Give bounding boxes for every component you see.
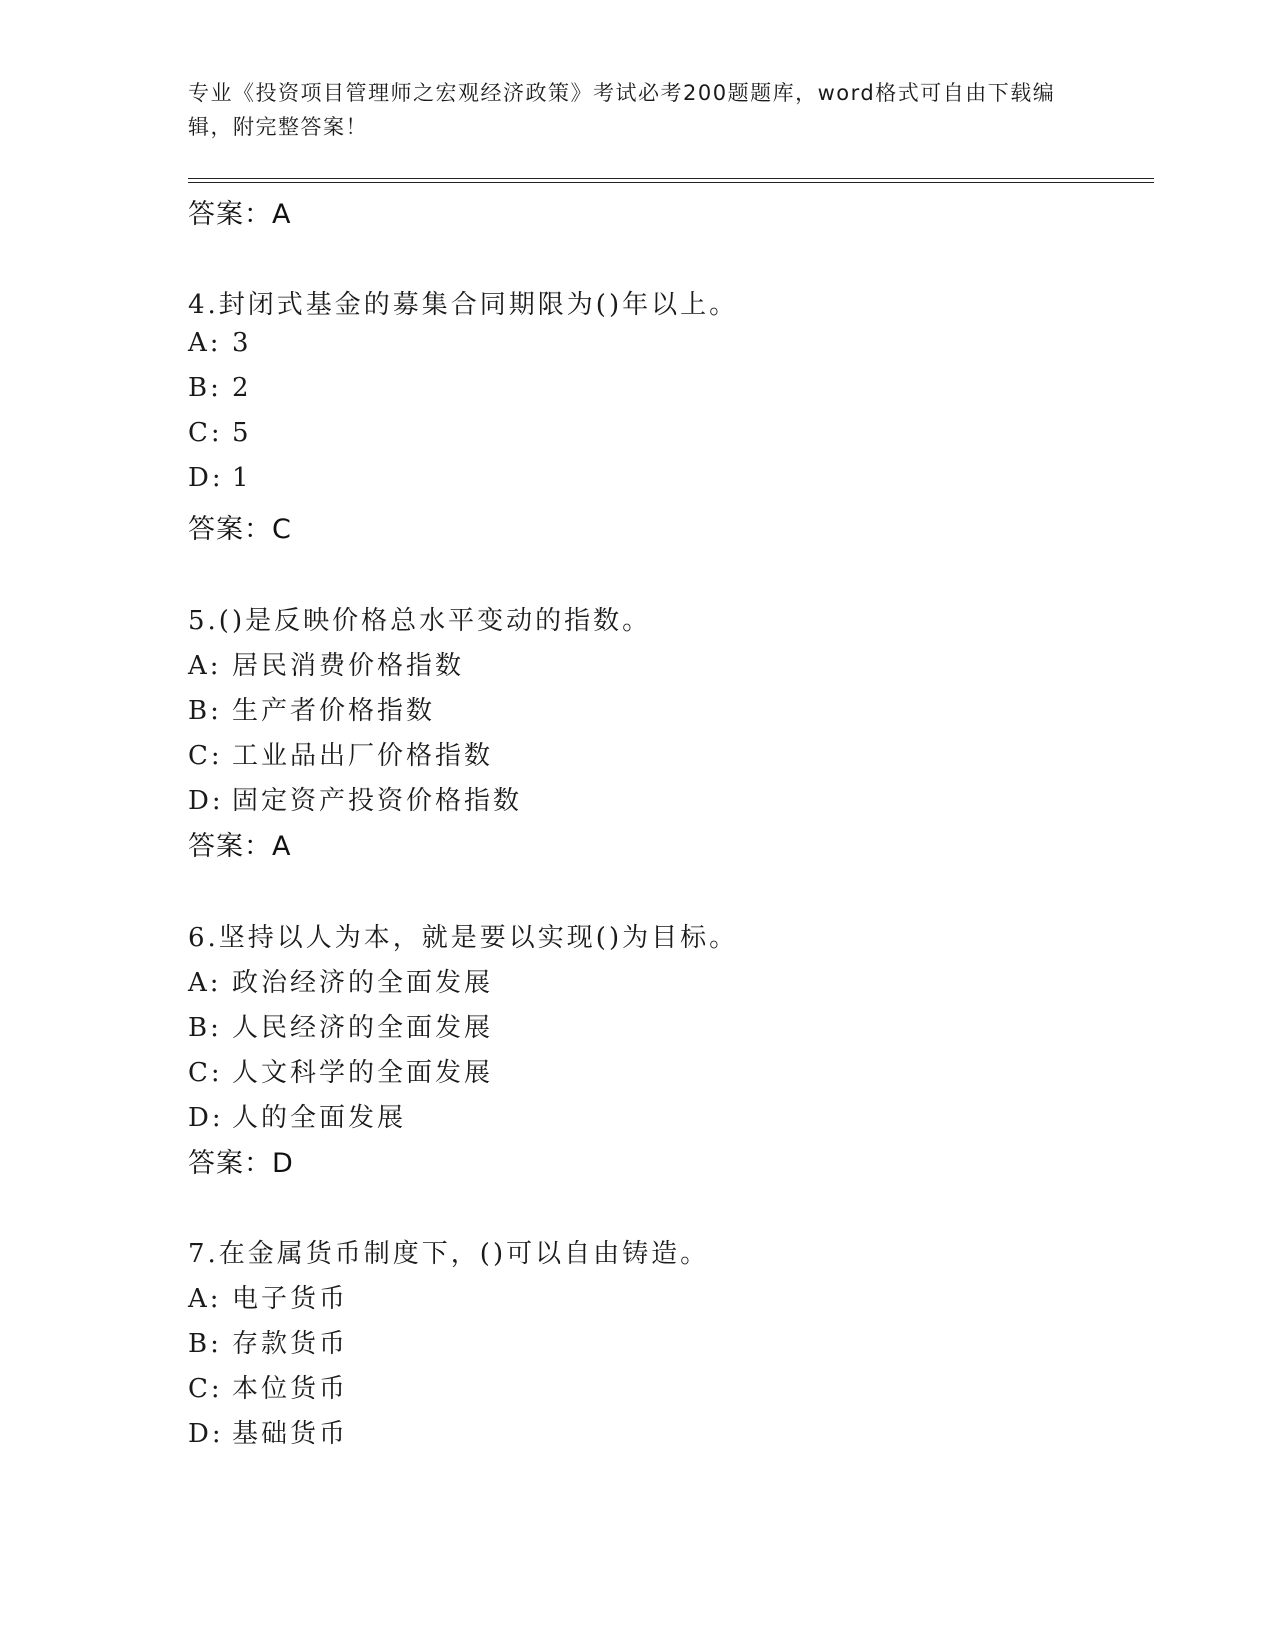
document-header: 专业《投资项目管理师之宏观经济政策》考试必考200题题库，word格式可自由下载编辑，附完整答案！ xyxy=(188,81,1056,139)
option-letter: A: xyxy=(188,1284,222,1314)
option-letter: A: xyxy=(188,651,222,681)
option-text: 人的全面发展 xyxy=(232,1103,407,1133)
option-text: 5 xyxy=(232,418,252,448)
question-5-answer: 答案：A xyxy=(188,831,292,862)
option-text: 居民消费价格指数 xyxy=(232,651,465,681)
option-text: 生产者价格指数 xyxy=(232,696,436,726)
question-4-option-b xyxy=(188,373,252,403)
option-text: 1 xyxy=(232,463,252,493)
question-4-option-d xyxy=(188,463,252,493)
answer-label: 答案：A xyxy=(188,199,292,230)
option-letter: A: xyxy=(188,968,222,998)
question-7-option-d xyxy=(188,1413,348,1450)
question-7-option-b xyxy=(188,1323,348,1360)
question-5-option-c xyxy=(188,735,493,772)
option-text: 电子货币 xyxy=(232,1284,349,1314)
question-5-option-d xyxy=(188,780,522,817)
question-6-answer: 答案：D xyxy=(188,1148,294,1179)
option-text: 2 xyxy=(232,373,252,403)
option-letter: B: xyxy=(188,1013,222,1043)
option-text: 3 xyxy=(232,328,252,358)
option-text: 政治经济的全面发展 xyxy=(232,968,494,998)
option-letter: B: xyxy=(188,696,222,726)
option-letter: B: xyxy=(188,1329,222,1359)
question-7-option-c xyxy=(188,1368,348,1405)
option-letter: D: xyxy=(188,1419,224,1449)
question-5-option-a xyxy=(188,645,464,682)
question-4-stem: 4.封闭式基金的募集合同期限为()年以上。 xyxy=(188,290,739,320)
question-4-option-a xyxy=(188,328,252,358)
option-letter: C: xyxy=(188,418,223,448)
question-5-stem: 5.()是反映价格总水平变动的指数。 xyxy=(188,606,652,636)
question-6-option-b xyxy=(188,1007,493,1044)
question-7-stem: 7.在金属货币制度下，()可以自由铸造。 xyxy=(188,1239,710,1269)
question-6-stem: 6.坚持以人为本，就是要以实现()为目标。 xyxy=(188,923,739,953)
question-6-option-c xyxy=(188,1052,493,1089)
option-letter: C: xyxy=(188,1374,223,1404)
option-letter: B: xyxy=(188,373,222,403)
option-letter: D: xyxy=(188,463,224,493)
option-letter: D: xyxy=(188,786,224,816)
option-text: 基础货币 xyxy=(232,1419,349,1449)
question-4-option-c xyxy=(188,418,252,448)
question-7-option-a xyxy=(188,1278,348,1315)
option-letter: D: xyxy=(188,1103,224,1133)
question-6-option-a xyxy=(188,962,493,999)
option-text: 人文科学的全面发展 xyxy=(232,1058,494,1088)
option-text: 工业品出厂价格指数 xyxy=(232,741,494,771)
option-letter: A: xyxy=(188,328,222,358)
option-text: 固定资产投资价格指数 xyxy=(232,786,523,816)
question-5-option-b xyxy=(188,690,435,727)
option-text: 本位货币 xyxy=(232,1374,349,1404)
option-letter: C: xyxy=(188,1058,223,1088)
question-4-answer: 答案：C xyxy=(188,514,292,545)
option-letter: C: xyxy=(188,741,223,771)
header-divider xyxy=(188,178,1154,183)
question-6-option-d xyxy=(188,1097,406,1134)
option-text: 存款货币 xyxy=(232,1329,349,1359)
option-text: 人民经济的全面发展 xyxy=(232,1013,494,1043)
